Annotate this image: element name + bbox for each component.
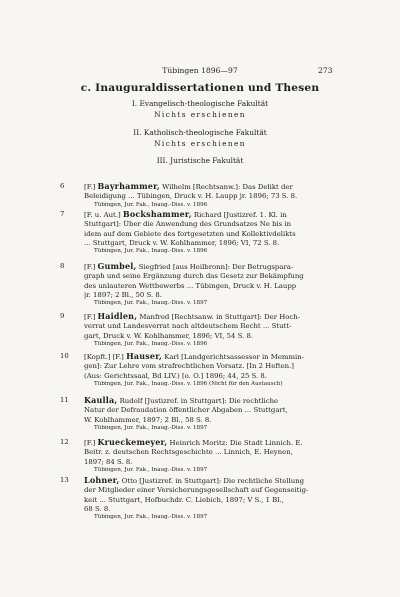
entry-number: 12 [60,438,69,446]
entry-note: Tübingen, Jur. Fak., Inaug.-Diss. v. 1896 (Nicht für den Austausch) [94,380,283,387]
author-surname: Hauser, [126,352,163,361]
entry-line: W. Kohlhammer, 1897; 2 Bl., 58 S. 8. [84,415,212,424]
entry-line: ... Stuttgart, Druck v. W. Kohlhammer, 1896; VI, 72 S. 8. [84,238,280,247]
entry-line: gart, Druck v. W. Kohlhammer, 1896; VI, 54 S. 8. [84,331,254,340]
entry-number: 11 [60,396,69,404]
entry-note: Tübingen, Jur. Fak., Inaug.-Diss. v. 1896 [94,340,208,347]
entry-line: der Mitglieder einer Versicherungsgesellschaft auf Gegenseitig- [84,486,309,495]
entry-note: Tübingen, Jur. Fak., Inaug.-Diss. v. 1896 [94,248,208,255]
entry-line: [F.] Bayrhammer, Wilhelm [Rechtsanw.]: Das Delikt der [84,182,293,191]
entry-number: 7 [60,210,65,218]
faculty-heading-2: II. Katholisch-theologische Fakultät [133,128,267,137]
entry-line: Beitr. z. deutschen Rechtsgeschichte ... Linnich, E. Heynen, [84,448,293,457]
entry-note: Tübingen, Jur. Fak., Inaug.-Diss. v. 1897 [94,466,208,473]
entry-note: Tübingen, Jur. Fak., Inaug.-Diss. v. 1897 [94,300,208,307]
bibliography-entry [84,262,328,308]
entry-number: 8 [60,262,65,270]
author-surname: Haidlen, [97,312,138,321]
entry-line: 68 S. 8. [84,504,111,513]
entry-number: 13 [60,476,69,484]
bibliography-entry [84,182,328,209]
entry-line: [F.] Krueckemeyer, Heinrich Moritz: Die Stadt Linnich. E. [84,438,303,447]
author-surname: Lohner, [84,476,120,485]
entry-number: 10 [60,352,69,360]
entry-line: Natur der Defraudation öffentlicher Abgaben ... Stuttgart, [84,406,288,415]
entry-line: idem auf dem Gebiete des fortgesetzten und Kollektivdelikts [84,229,296,238]
entry-line: gen]: Zur Lehre vom strafrechtlichen Vorsatz. [In 2 Heften.] [84,362,294,371]
running-header: Tübingen 1896—97 [162,66,238,75]
entry-note: Tübingen, Jur. Fak., Inaug.-Diss. v. 1897 [94,514,208,521]
bibliography-entry [84,396,328,432]
entry-line: graph und seine Ergänzung durch das Gesetz zur Bekämpfung [84,272,304,281]
faculty-heading-3: III. Juristische Fakultät [156,156,244,165]
author-surname: Gumbel, [97,262,137,271]
entry-line: [F.] Haidlen, Manfred [Rechtsanw. in Stuttgart]: Der Hoch- [84,312,301,321]
bibliography-entry [84,438,328,474]
entry-line: keit ... Stuttgart, Hofbuchdr. C. Liebich, 1897; V S., 1 Bl., [84,495,284,504]
entry-line: Lohner, Otto [Justizref. in Stuttgart]: Die rechtliche Stellung [84,476,305,485]
faculty-status-2: Nichts erschienen [154,139,246,148]
bibliography-entry [84,476,328,522]
author-surname: Bockshammer, [122,210,192,219]
entry-line: Beleidigung ... Tübingen, Druck v. H. Laupp jr. 1896; 73 S. 8. [84,192,298,201]
entry-line: [F.] Gumbel, Siegfried [aus Heilbronn]: Der Betrugspara- [84,262,294,271]
faculty-status-1: Nichts erschienen [154,110,246,119]
entry-line: des unlauteren Wettbewerbs ... Tübingen, Druck v. H. Laupp [84,281,297,290]
bibliography-entry [84,210,328,256]
entry-number: 6 [60,182,65,190]
entry-line: 1897; 84 S. 8. [84,457,133,466]
entry-note: Tübingen, Jur. Fak., Inaug.-Diss. v. 1897 [94,424,208,431]
entry-number: 9 [60,312,65,320]
entry-note: Tübingen, Jur. Fak., Inaug.-Diss. v. 1896 [94,201,208,208]
bibliography-entry [84,312,328,348]
entry-line: [Kopft.] [F.] Hauser, Karl [Landgerichtsassessor in Memmin- [84,352,304,361]
section-title: c. Inauguraldissertationen und Thesen [80,82,320,94]
entry-line: [F. u. Aut.] Bockshammer, Richard [Justizref. 1. Kl. in [84,210,287,219]
page-number: 273 [318,66,333,75]
entry-line: Stuttgart]: Über die Anwendung des Grundsatzes Ne bis in [84,220,292,229]
entry-line: (Aus: Gerichtssaal, Bd LIV.) [o. O.] 1896; 44, 25 S. 8. [84,371,267,380]
author-surname: Kaulla, [84,396,118,405]
author-surname: Krueckemeyer, [97,438,168,447]
author-surname: Bayrhammer, [97,182,160,191]
entry-line: Kaulla, Rudolf [Justizref. in Stuttgart]: Die rechtliche [84,396,279,405]
bibliography-entry [84,352,328,388]
entry-line: verrat und Landesverrat nach altdeutschem Recht ... Stutt- [84,322,292,331]
entry-line: jr. 1897; 2 Bl., 50 S. 8. [84,290,162,299]
faculty-heading-1: I. Evangelisch-theologische Fakultät [131,99,269,108]
